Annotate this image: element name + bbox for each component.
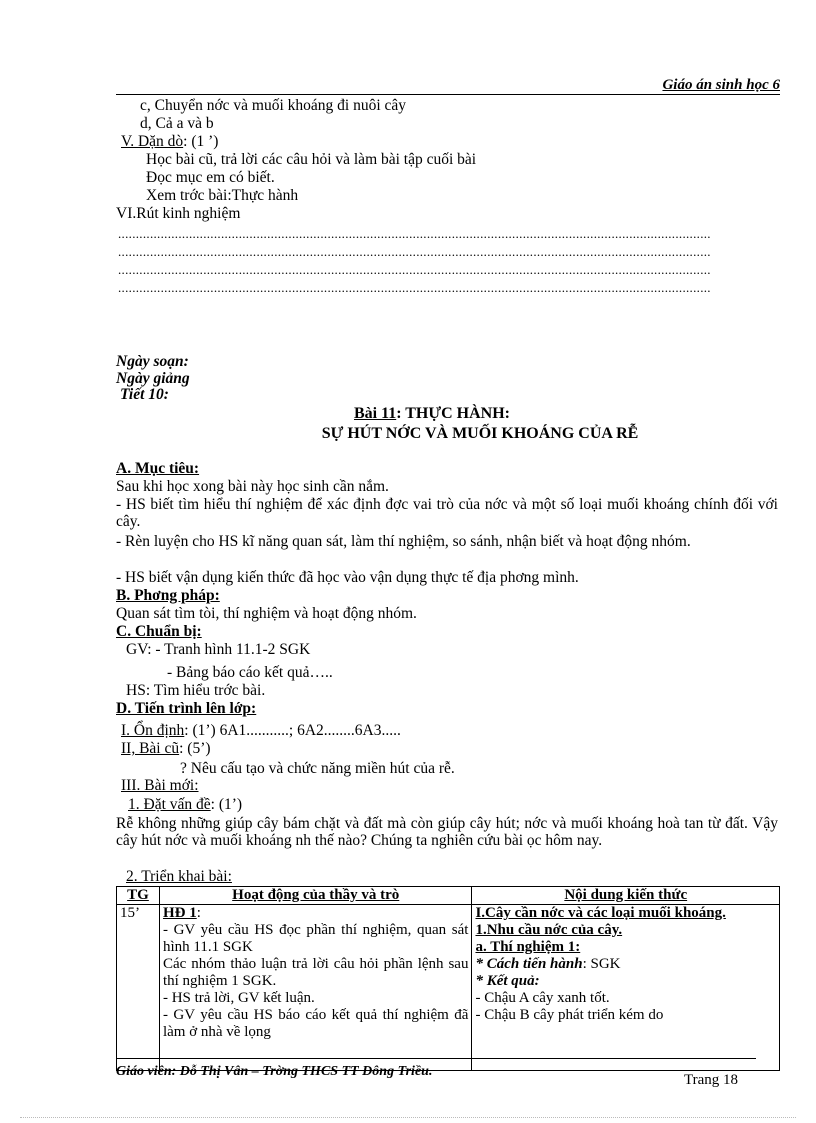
on-dinh (121, 722, 401, 740)
hd-colon: : (196, 905, 201, 921)
content-4-rest: : SGK (582, 956, 621, 972)
dotted-line-2: ....................................................................................................................................................................... (118, 244, 711, 259)
section-c-heading: C. Chuẩn bị: (116, 623, 202, 640)
table-header-activity: Hoạt động của thầy và trò (159, 887, 472, 905)
gv-prep-2: - Bảng báo cáo kết quả….. (167, 664, 333, 681)
dat-van-de-text: Rễ không những giúp cây bám chặt và đất mà còn giúp cây hút; nớc và muối khoáng hoà tan từ đất. Vậy cây hút nớc và muối khoáng nh thế nào? Chúng ta nghiên cứu bài ọc hôm nay. (116, 815, 778, 849)
content-1: I.Cây cần nớc và các loại muối khoáng. (475, 905, 726, 921)
content-7: - Chậu B cây phát triển kém do (475, 1007, 664, 1023)
section-b-text: Quan sát tìm tòi, thí nghiệm và hoạt động nhóm. (116, 605, 417, 622)
gv-prep-1: GV: - Tranh hình 11.1-2 SGK (126, 641, 311, 658)
dotted-line-4: ....................................................................................................................................................................... (118, 280, 711, 295)
section-a-intro: Sau khi học xong bài này học sinh cần nắm. (116, 478, 389, 495)
bai-cu-rest: : (5’) (179, 740, 211, 757)
content-2: 1.Nhu cầu nớc của cây. (475, 922, 623, 938)
table-row (117, 905, 780, 1071)
dando-item-3: Xem trớc bài:Thực hành (146, 187, 299, 204)
section-a-p1: - HS biết tìm hiểu thí nghiệm để xác định đợc vai trò của nớc và một số loại muối khoáng chính đối với cây. (116, 496, 778, 530)
section-b-heading: B. Phơng pháp: (116, 587, 220, 604)
activity-3: - HS trả lời, GV kết luận. (162, 990, 315, 1006)
section-d-heading: D. Tiến trình lên lớp: (116, 700, 257, 717)
dando-line (121, 133, 218, 151)
hs-prep: HS: Tìm hiểu trớc bài. (126, 682, 266, 699)
section-a-p3: - HS biết vận dụng kiến thức đã học vào vận dụng thực tế địa phơng mình. (116, 569, 579, 586)
ngay-giang: Ngày giảng (116, 370, 190, 387)
lesson-title (0, 405, 816, 423)
content-5: * Kết quả: (475, 973, 540, 989)
dat-van-de-rest: : (1’) (210, 796, 243, 813)
activity-1: - GV yêu cầu HS đọc phần thí nghiệm, quan sát hình 11.1 SGK (162, 922, 469, 955)
lesson-title-rest: : THỰC HÀNH: (396, 405, 510, 422)
on-dinh-label: I. Ổn định (121, 722, 185, 739)
option-c: c, Chuyển nớc và muối khoáng đi nuôi cây (140, 97, 407, 114)
dotted-line-1: ....................................................................................................................................................................... (118, 226, 711, 241)
tiet: Tiết 10: (120, 386, 169, 403)
bai-cu-question: ? Nêu cấu tạo và chức năng miền hút của rễ. (180, 760, 455, 777)
content-3: a. Thí nghiệm 1: (475, 939, 581, 955)
header-rule (116, 94, 780, 95)
dando-time: : (1 ’) (183, 133, 219, 150)
dando-item-1: Học bài cũ, trả lời các câu hỏi và làm bài tập cuối bài (146, 151, 477, 168)
table-header-row (117, 887, 780, 905)
rut-kinh-nghiem: VI.Rút kinh nghiệm (116, 205, 241, 222)
table-header-tg: TG (117, 887, 160, 905)
content-4 (475, 956, 776, 973)
footer-teacher: Giáo viên: Đỗ Thị Vân – Trờng THCS TT Đông Triều. (116, 1064, 433, 1079)
on-dinh-rest: : (1’) 6A1...........; 6A2........6A3..... (184, 722, 401, 739)
dat-van-de-label: 1. Đặt vấn đề (128, 796, 211, 813)
dando-item-2: Đọc mục em có biết. (146, 169, 275, 186)
hd-label: HĐ 1 (162, 905, 197, 921)
page-bottom-border (20, 1117, 796, 1118)
footer-rule (116, 1058, 756, 1059)
cell-content (472, 905, 780, 1071)
table-header-content: Nội dung kiến thức (472, 887, 780, 905)
dando-label: V. Dặn dò (121, 133, 184, 150)
activity-4: - GV yêu cầu HS báo cáo kết quả thí nghiệm đã làm ở nhà về lọng (162, 1007, 469, 1040)
lesson-table (116, 886, 780, 1071)
bai-cu-label: II, Bài cũ (121, 740, 180, 757)
cell-tg: 15’ (117, 905, 160, 1071)
footer-page: Trang 18 (684, 1072, 739, 1088)
bai-moi: III. Bài mới: (121, 777, 199, 794)
dat-van-de (128, 796, 242, 814)
lesson-subtitle: SỰ HÚT NỚC VÀ MUỐI KHOÁNG CỦA RỄ (321, 425, 639, 442)
section-a-p2: - Rèn luyện cho HS kĩ năng quan sát, làm thí nghiệm, so sánh, nhận biết và hoạt động nhóm. (116, 533, 691, 550)
cell-activity (159, 905, 472, 1071)
ngay-soan: Ngày soạn: (116, 353, 189, 370)
content-4-label: * Cách tiến hành (475, 956, 583, 972)
lesson-number: Bài 11 (353, 405, 397, 422)
content-6: - Chậu A cây xanh tốt. (475, 990, 610, 1006)
section-a-heading: A. Mục tiêu: (116, 460, 200, 477)
trien-khai: 2. Triển khai bài: (126, 868, 232, 885)
bai-cu (121, 740, 211, 758)
dotted-line-3: ....................................................................................................................................................................... (118, 262, 711, 277)
activity-2: Các nhóm thảo luận trả lời câu hỏi phần lệnh sau thí nghiệm 1 SGK. (162, 956, 469, 989)
header-title: Giáo án sinh học 6 (662, 77, 780, 93)
hd-line (163, 905, 469, 922)
option-d: d, Cả a và b (140, 115, 214, 132)
